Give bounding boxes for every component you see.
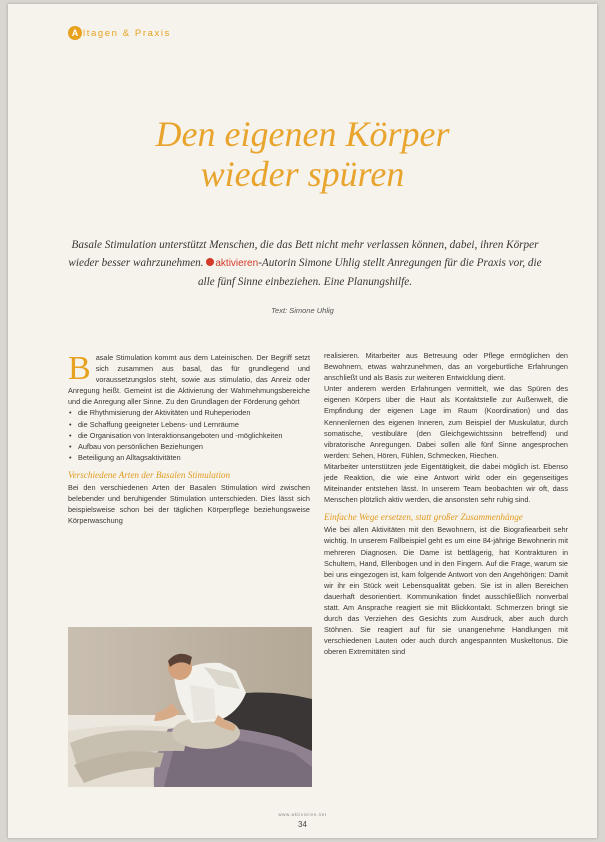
right-column (324, 350, 568, 657)
types-paragraph: Bei den verschiedenen Arten der Basalen Stimulation wird zwischen belebender und beruhigender Stimulation unterschieden. Dies lässt sich beispielsweise schon bei der täglichen Körperpflege beziehungsweise Körperwaschung (68, 482, 310, 526)
lead-part-2: -Autorin Simone Uhlig stellt Anregungen für die Praxis vor, die alle fünf Sinne einbeziehen. Eine Planungshilfe. (197, 257, 542, 288)
lead-paragraph (66, 236, 544, 291)
lead-part-1: Basale Stimulation unterstützt Menschen, die das Bett nicht mehr verlassen können, dabei, ihren Körper wieder besser wahrzunehmen. (68, 239, 539, 269)
bullet-item: • die Rhythmisierung der Aktivitäten und Ruheperioden (68, 407, 310, 418)
brand-logo-icon (206, 258, 214, 266)
left-column (68, 352, 310, 526)
headline-line-2: wieder spüren (200, 154, 405, 194)
page-number: 34 (298, 820, 307, 829)
byline: Text: Simone Uhlig (271, 306, 334, 315)
photo-illustration (68, 627, 312, 787)
right-paragraph-1: realisieren. Mitarbeiter aus Betreuung oder Pflege ermöglichen den Bewohnern, etwas wahrzunehmen, das an vorgeburtliche Erfahrungen anschließt und als Basis zur weiteren Entwicklung dient. (324, 351, 568, 383)
section-tag (68, 26, 171, 40)
brand-name (206, 258, 258, 269)
bullet-item: • Aufbau von persönlichen Beziehungen (68, 441, 310, 452)
footer-url: www.aktivieren.net (278, 812, 327, 817)
bullet-item: • die Organisation von Interaktionsangeboten und -möglichkeiten (68, 430, 310, 441)
subheading-types: Verschiedene Arten der Basalen Stimulation (68, 469, 231, 480)
magazine-page (8, 4, 597, 838)
section-label: ltagen & Praxis (83, 27, 171, 39)
bullet-list (68, 407, 310, 462)
right-paragraph-4: Wie bei allen Aktivitäten mit den Bewohnern, ist die Biografiearbeit sehr wichtig. In unserem Fallbeispiel geht es um eine 84-jährige Bewohnerin mit mehreren Diagnosen. Die Dame ist bettlägerig, hat Kontrakturen in Schultern, Hand, Ellenbogen und in den Fingern. Auf die Frage, warum sie bei uns eingezogen ist, kam folgende Antwort von den Angehörigen: Damit wir ihr ein Stück weit Lebensqualität geben. Sie ist in allen Bereichen dauerhaft desorientiert. Kommunikation findet ausschließlich nonverbal statt. Am Ansprache reagiert sie mit Blickkontakt. Schmerzen bringt sie durch das Verziehen des Gesichts zum Ausdruck, aber auch durch Stöhnen. Sie reagiert auf für sie unangenehme Handlungen mit verschiedenen Lauten oder auch durch angespannten Muskeltonus. Die oberen Extremitäten sind (324, 525, 568, 657)
section-initial: A (68, 26, 82, 40)
subheading-simple-ways: Einfache Wege ersetzen, statt großer Zusammenhänge (324, 512, 523, 523)
right-paragraph-2: Unter anderem werden Erfahrungen vermittelt, wie das Spüren des eigenen Körpers über die Haut als Kontaktstelle zur Außenwelt, die Empfindung der eigenen Lage im Raum (Koordination) und das Kennenlernen des eigenen Inneren, zum Beispiel der Muskulatur, durch somatische, vestibuläre (den Gleichgewichtssinn betreffend) und vibratorische Anregungen. Dabei sollen alle fünf Sinne angesprochen werden: Sehen, Hören, Fühlen, Schmecken, Riechen. (324, 384, 568, 460)
intro-paragraph (68, 352, 310, 407)
article-headline (8, 114, 597, 194)
right-paragraph-3: Mitarbeiter unterstützen jede Eigentätigkeit, die dabei möglich ist. Ebenso jede Reaktion, die wie eine Antwort wirkt oder ein gegenseitiges Miteinander entstehen lässt. In unserem Team beobachten wir oft, dass Menschen plötzlich aktiv werden, die ansonsten sehr ruhig sind. (324, 461, 568, 505)
bullet-item: • die Schaffung geeigneter Lebens- und Lernräume (68, 419, 310, 430)
drop-cap: B (68, 350, 91, 387)
headline-line-1: Den eigenen Körper (155, 114, 450, 154)
article-photo (68, 627, 312, 787)
bullet-item: • Beteiligung an Alltagsaktivitäten (68, 452, 310, 463)
brand-text: aktivieren (215, 258, 259, 269)
intro-text: asale Stimulation kommt aus dem Lateinischen. Der Begriff setzt sich zusammen aus basal, das für grundlegend und voraussetzungslos steht, sowie aus stimulatio, das Anreiz oder Anregung heißt. Gemeint ist die Aktivierung der Wahrnehmungsbereiche und die Anregung aller Sinne. Zu den Grundlagen der Förderung gehört (68, 353, 310, 407)
